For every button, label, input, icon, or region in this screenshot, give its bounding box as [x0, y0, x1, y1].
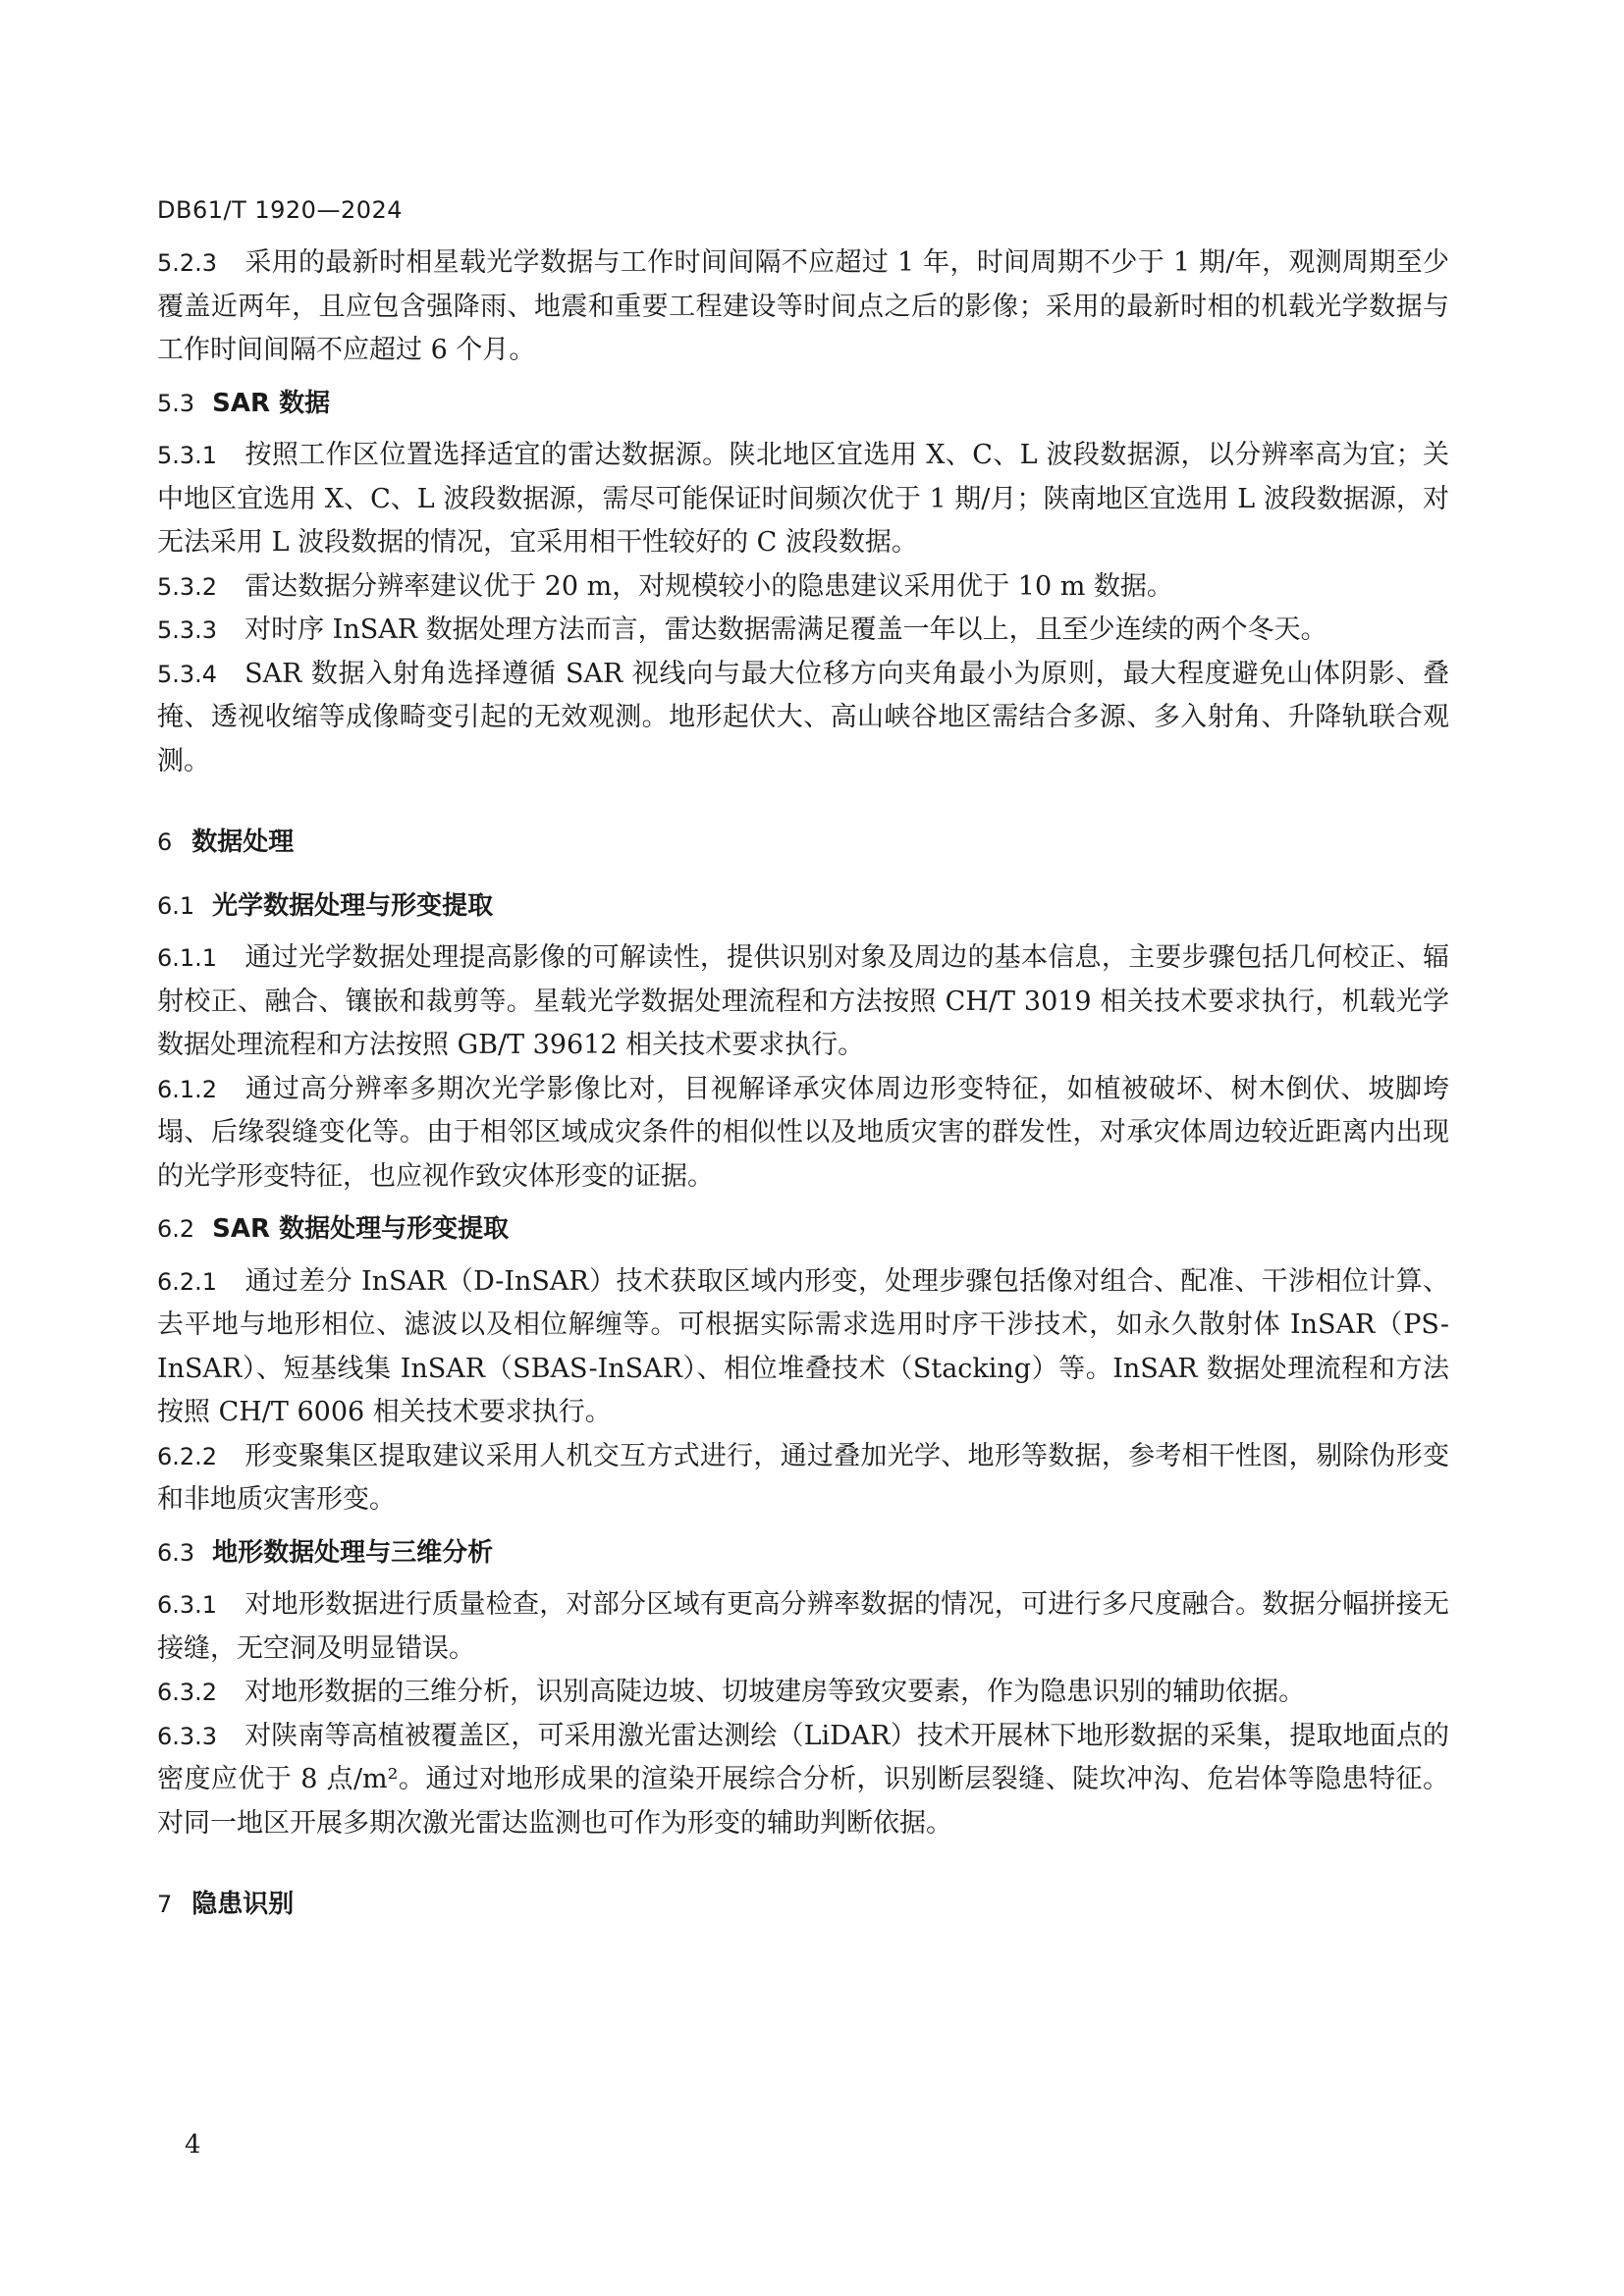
clause-text: 通过差分 InSAR（D-InSAR）技术获取区域内形变，处理步骤包括像对组合、配准、干涉相位计算、去平地与地形相位、滤波以及相位解缠等。可根据实际需求选用时序干涉技术，如永久散射体 InSAR（PS-InSAR）、短基线集 InSAR（SBAS-InSAR）、相位堆叠技术（Stacking）等。InSAR 数据处理流程和方法按照 CH/T 6006 相关技术要求执行。: [157, 1265, 1449, 1427]
section-title: 光学数据处理与形变提取: [212, 890, 494, 921]
clause-6-1-2: [157, 1068, 1449, 1200]
document-code: DB61/T 1920—2024: [157, 196, 404, 224]
section-number: 6.1: [157, 891, 195, 920]
clause-number: 5.3.4: [157, 660, 218, 688]
clause-text: 对地形数据的三维分析，识别高陡边坡、切坡建房等致灾要素，作为隐患识别的辅助依据。: [244, 1677, 1306, 1707]
section-heading-6-1: [157, 884, 1449, 929]
clause-5-3-4: [157, 653, 1449, 784]
section-heading-5-3: [157, 382, 1449, 426]
clause-6-3-2: [157, 1671, 1449, 1715]
clause-6-2-2: [157, 1435, 1449, 1522]
clause-number: 6.1.1: [157, 944, 218, 972]
clause-number: 5.3.2: [157, 572, 218, 601]
section-title: SAR 数据处理与形变提取: [212, 1214, 510, 1244]
section-number: 5.3: [157, 389, 195, 417]
clause-text: 通过光学数据处理提高影像的可解读性，提供识别对象及周边的基本信息，主要步骤包括几何校正、辐射校正、融合、镶嵌和裁剪等。星载光学数据处理流程和方法按照 CH/T 3019 相关技术要求执行，机载光学数据处理流程和方法按照 GB/T 39612 相关技术要求执行。: [157, 942, 1449, 1060]
clause-text: 形变聚集区提取建议采用人机交互方式进行，通过叠加光学、地形等数据，参考相干性图，剔除伪形变和非地质灾害形变。: [157, 1440, 1449, 1515]
chapter-number: 6: [157, 828, 173, 856]
clause-6-3-1: [157, 1583, 1449, 1671]
page-number: 4: [185, 2130, 201, 2160]
clause-text: 对陕南等高植被覆盖区，可采用激光雷达测绘（LiDAR）技术开展林下地形数据的采集，提取地面点的密度应优于 8 点/m²。通过对地形成果的渲染开展综合分析，识别断层裂缝、陡坎冲沟、危岩体等隐患特征。对同一地区开展多期次激光雷达监测也可作为形变的辅助判断依据。: [157, 1720, 1449, 1839]
clause-number: 6.2.2: [157, 1442, 218, 1470]
clause-text: 采用的最新时相星载光学数据与工作时间间隔不应超过 1 年，时间周期不少于 1 期/年，观测周期至少覆盖近两年，且应包含强降雨、地震和重要工程建设等时间点之后的影像；采用的最新时相的机载光学数据与工作时间间隔不应超过 6 个月。: [157, 247, 1449, 365]
section-heading-6-3: [157, 1531, 1449, 1575]
clause-5-3-1: [157, 434, 1449, 565]
clause-text: 对时序 InSAR 数据处理方法而言，雷达数据需满足覆盖一年以上，且至少连续的两个冬天。: [244, 614, 1327, 645]
document-body: [157, 241, 1449, 1936]
clause-6-3-3: [157, 1715, 1449, 1846]
clause-number: 5.3.1: [157, 442, 218, 469]
clause-number: 5.3.3: [157, 616, 218, 644]
clause-number: 6.2.1: [157, 1267, 218, 1296]
clause-text: 对地形数据进行质量检查，对部分区域有更高分辨率数据的情况，可进行多尺度融合。数据分幅拼接无接缝，无空洞及明显错误。: [157, 1589, 1449, 1664]
section-heading-6-2: [157, 1207, 1449, 1252]
clause-6-2-1: [157, 1260, 1449, 1435]
clause-6-1-1: [157, 936, 1449, 1068]
chapter-heading-6: [157, 821, 1449, 865]
chapter-title: 隐患识别: [191, 1890, 295, 1919]
clause-number: 6.3.2: [157, 1679, 218, 1706]
clause-5-2-3: [157, 241, 1449, 373]
clause-number: 6.1.2: [157, 1075, 218, 1103]
chapter-number: 7: [157, 1891, 173, 1918]
clause-number: 6.3.1: [157, 1591, 218, 1619]
clause-text: 通过高分辨率多期次光学影像比对，目视解译承灾体周边形变特征，如植被破坏、树木倒伏、坡脚垮塌、后缘裂缝变化等。由于相邻区域成灾条件的相似性以及地质灾害的群发性，对承灾体周边较近距离内出现的光学形变特征，也应视作致灾体形变的证据。: [157, 1073, 1449, 1192]
section-number: 6.3: [157, 1538, 195, 1567]
section-number: 6.2: [157, 1215, 195, 1243]
clause-text: SAR 数据入射角选择遵循 SAR 视线向与最大位移方向夹角最小为原则，最大程度避免山体阴影、叠掩、透视收缩等成像畸变引起的无效观测。地形起伏大、高山峡谷地区需结合多源、多入射角、升降轨联合观测。: [157, 658, 1449, 776]
section-title: SAR 数据: [212, 388, 331, 418]
clause-5-3-2: [157, 565, 1449, 610]
clause-text: 雷达数据分辨率建议优于 20 m，对规模较小的隐患建议采用优于 10 m 数据。: [244, 570, 1173, 602]
clause-number: 5.2.3: [157, 249, 218, 277]
chapter-title: 数据处理: [191, 828, 295, 857]
section-title: 地形数据处理与三维分析: [212, 1537, 494, 1568]
clause-number: 6.3.3: [157, 1722, 218, 1750]
clause-5-3-3: [157, 609, 1449, 653]
chapter-heading-7: [157, 1883, 1449, 1927]
clause-text: 按照工作区位置选择适宜的雷达数据源。陕北地区宜选用 X、C、L 波段数据源，以分辨率高为宜；关中地区宜选用 X、C、L 波段数据源，需尽可能保证时间频次优于 1 期/月；陕南地区宜选用 L 波段数据源，对无法采用 L 波段数据的情况，宜采用相干性较好的 C 波段数据。: [157, 440, 1449, 558]
